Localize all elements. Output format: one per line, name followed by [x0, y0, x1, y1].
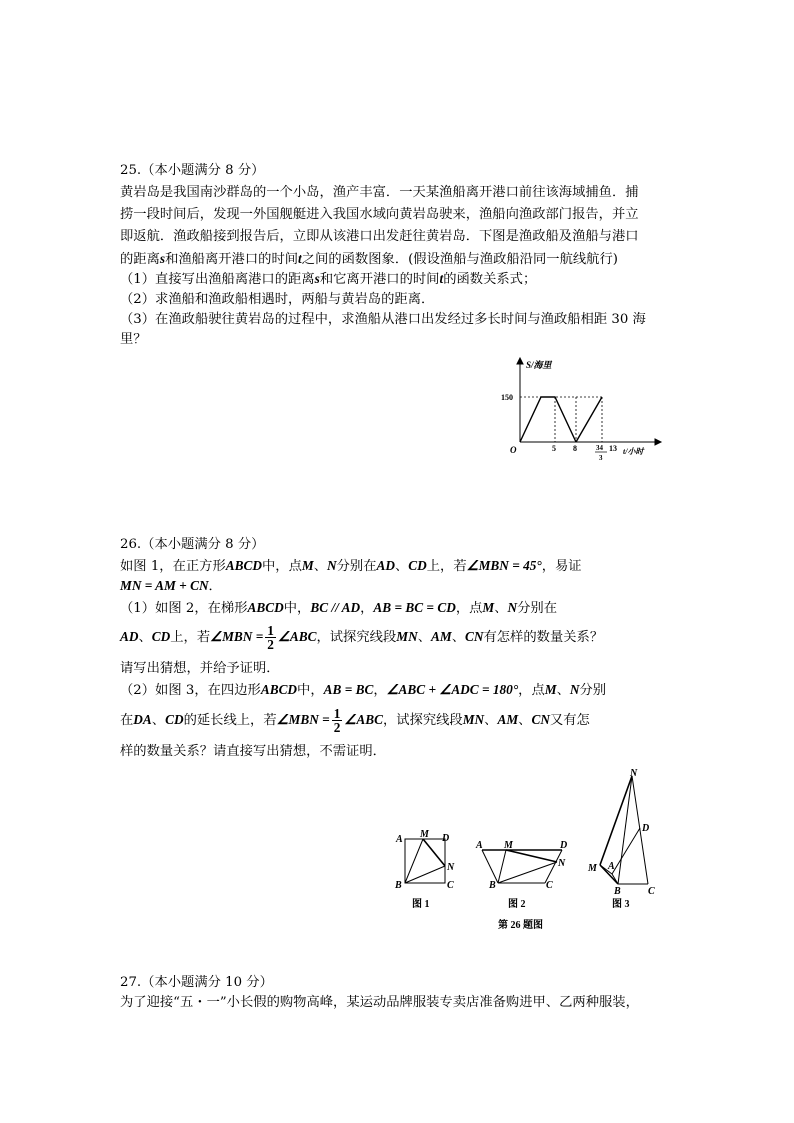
x-tick-5: 5: [552, 444, 556, 453]
q27-line1: 为了迎接“五・一”小长假的购物高峰，某运动品牌服装专卖店准备购进甲、乙两种服装，: [120, 995, 639, 1010]
svg-text:A: A: [608, 861, 615, 872]
svg-text:M: M: [504, 840, 513, 851]
q25-heading: 25.（本小题满分 8 分）: [120, 163, 265, 178]
fig2-mn: [506, 850, 557, 862]
svg-text:M: M: [588, 863, 597, 874]
svg-text:B: B: [489, 880, 496, 891]
svg-text:C: C: [447, 880, 454, 891]
svg-text:D: D: [442, 833, 450, 844]
q25-part1: （1）直接写出渔船离港口的距离s和它离开港口的时间t的函数关系式；: [120, 271, 537, 287]
q25-part3-cont: 里？: [120, 332, 147, 347]
x-axis-label: t/小时: [623, 447, 644, 456]
q26-heading: 26.（本小题满分 8 分）: [120, 537, 265, 552]
fig3-nm: [600, 776, 632, 865]
svg-text:D: D: [642, 823, 650, 834]
q26-figures: [390, 768, 670, 933]
x-tick-13: 13: [609, 444, 617, 453]
fig2-bm: [498, 850, 506, 883]
x-tick-frac-num: 34: [596, 444, 603, 452]
x-tick-frac-den: 3: [599, 454, 603, 462]
x-axis-arrow: [655, 439, 661, 445]
fig1-caption: 图 1: [412, 899, 430, 910]
q27-heading: 27.（本小题满分 10 分）: [120, 975, 273, 990]
svg-text:N: N: [630, 768, 638, 779]
fraction-one-half: $\frac{1}{2}$: [267, 623, 274, 652]
svg-text:A: A: [476, 840, 483, 851]
q26-part1-line3: 请写出猜想，并给予证明．: [120, 661, 280, 676]
q25-line1: 黄岩岛是我国南沙群岛的一个小岛，渔产丰富．一天某渔船离开港口前往该海域捕鱼．捕: [120, 185, 639, 200]
fig3-ad: [612, 828, 640, 874]
q26-part2-line1: （2）如图 3，在四边形ABCD中，AB = BC，∠ABC + ∠ADC = 180°，点M、N分别: [120, 682, 607, 698]
svg-text:B: B: [614, 886, 621, 897]
svg-text:C: C: [648, 886, 655, 897]
svg-text:M: M: [420, 829, 429, 840]
q25-line3: 即返航．渔政船接到报告后，立即从该港口出发赶往黄岩岛．下图是渔政船及渔船与港口: [120, 229, 639, 244]
q26-part2-line2: 在DA、CD的延长线上，若∠MBN = $\frac{1}{2}$ ∠ABC，试探究线段MN、AM、CN又有怎: [120, 706, 590, 735]
svg-text:D: D: [560, 840, 568, 851]
fig2-caption: 图 2: [508, 899, 526, 910]
svg-text:N: N: [447, 862, 455, 873]
svg-text:N: N: [558, 858, 566, 869]
q26-part2-line3: 样的数量关系？请直接写出猜想，不需证明．: [120, 744, 386, 759]
fig2-ab: [482, 850, 498, 883]
y-axis-arrow: [517, 358, 523, 364]
q26-part1-line2: AD、CD上，若∠MBN = $\frac{1}{2}$ ∠ABC，试探究线段MN、AM、CN有怎样的数量关系？: [120, 623, 604, 652]
svg-text:A: A: [396, 834, 403, 845]
patrol-boat-line: [576, 397, 602, 442]
q25-part3: （3）在渔政船驶往黄岩岛的过程中，求渔船从港口出发经过多长时间与渔政船相距 30 海: [120, 312, 646, 327]
origin-label: O: [510, 445, 517, 455]
q25-line4: 的距离s和渔船离开港口的时间t之间的函数图象．(假设渔船与渔政船沿同一航线航行): [120, 251, 618, 267]
y-tick-150: 150: [501, 393, 513, 402]
q26-intro-line2: MN = AM + CN．: [120, 578, 222, 594]
q25-line2: 捞一段时间后，发现一外国舰艇进入我国水域向黄岩岛驶来，渔船向渔政部门报告，并立: [120, 207, 639, 222]
figure-caption: 第 26 题图: [498, 920, 543, 931]
distance-time-graph: [495, 356, 665, 466]
y-axis-label: S/海里: [526, 360, 552, 370]
q26-intro-line1: 如图 1，在正方形ABCD中，点M、N分别在AD、CD上，若∠MBN = 45°，易证: [120, 558, 582, 574]
fishing-boat-line: [520, 397, 576, 442]
fig1-square: [405, 839, 445, 883]
fig3-nb: [618, 776, 632, 884]
svg-text:B: B: [395, 880, 402, 891]
x-tick-8: 8: [573, 444, 577, 453]
q25-part2: （2）求渔船和渔政船相遇时，两船与黄岩岛的距离．: [120, 292, 435, 307]
fig3-caption: 图 3: [612, 899, 630, 910]
q26-part1-line1: （1）如图 2，在梯形ABCD中，BC // AD，AB = BC = CD，点M、N分别在: [120, 600, 558, 616]
svg-text:C: C: [546, 880, 553, 891]
